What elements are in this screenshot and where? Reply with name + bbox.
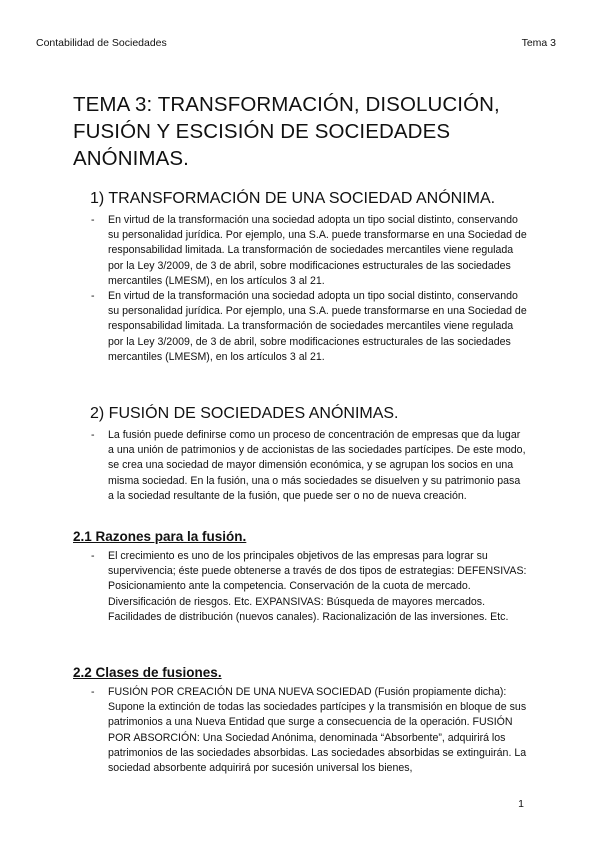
list-item: - La fusión puede definirse como un proceso de concentración de empresas que da lugar a una unión de patrimonios y de accionistas de las sociedades partícipes. De este modo, se crea una sociedad de mayor dimensión económica, y se agrupan los socios en una misma sociedad. En la fusión, una o más sociedades se disuelven y su patrimonio pasa a la sociedad resultante de la fusión, que puede ser o no de nueva creación. <box>108 428 528 504</box>
subsection-heading-razones: 2.1 Razones para la fusión. <box>73 529 247 544</box>
section-heading-transformacion: 1) TRANSFORMACIÓN DE UNA SOCIEDAD ANÓNIMA. <box>90 190 496 207</box>
page-title: TEMA 3: TRANSFORMACIÓN, DISOLUCIÓN, FUSIÓN Y ESCISIÓN DE SOCIEDADES ANÓNIMAS. <box>73 93 500 170</box>
header-course-title: Contabilidad de Sociedades <box>36 37 167 49</box>
section-transformacion-list <box>108 213 528 365</box>
subsection-clases-list <box>108 685 533 776</box>
page-number: 1 <box>518 798 524 810</box>
list-item: - En virtud de la transformación una sociedad adopta un tipo social distinto, conservando su personalidad jurídica. Por ejemplo, una S.A. puede transformarse en una Sociedad de responsabilidad limitada. La transformación de sociedades mercantiles viene regulada por la Ley 3/2009, de 3 de abril, sobre modificaciones estructurales de las sociedades mercantiles (LMESM), en los artículos 3 al 21. <box>108 289 528 365</box>
list-item: - En virtud de la transformación una sociedad adopta un tipo social distinto, conservando su personalidad jurídica. Por ejemplo, una S.A. puede transformarse en una Sociedad de responsabilidad limitada. La transformación de sociedades mercantiles viene regulada por la Ley 3/2009, de 3 de abril, sobre modificaciones estructurales de las sociedades mercantiles (LMESM), en los artículos 3 al 21. <box>108 213 528 289</box>
section-heading-fusion: 2) FUSIÓN DE SOCIEDADES ANÓNIMAS. <box>90 405 399 422</box>
list-item: - FUSIÓN POR CREACIÓN DE UNA NUEVA SOCIEDAD (Fusión propiamente dicha): Supone la extinción de todas las sociedades partícipes y la transmisión en bloque de sus patrimonios a una Nueva Entidad que surge a consecuencia de la operación. FUSIÓN POR ABSORCIÓN: Una Sociedad Anónima, denominada “Absorbente”, adquirirá los patrimonios de las sociedades absorbidas. Las sociedades absorbidas se extinguirán. La sociedad absorbente adquirirá por sucesión universal los bienes, <box>108 685 533 776</box>
subsection-heading-clases: 2.2 Clases de fusiones. <box>73 665 222 680</box>
list-item: - El crecimiento es uno de los principales objetivos de las empresas para lograr su supervivencia; éste puede obtenerse a través de dos tipos de estrategias: DEFENSIVAS: Posicionamiento ante la competencia. Conservación de la cuota de mercado. Diversificación de riesgos. Etc. EXPANSIVAS: Búsqueda de mayores mercados. Facilidades de distribución (nuevos canales). Racionalización de las inversiones. Etc. <box>108 549 528 625</box>
subsection-razones-list <box>108 549 528 625</box>
section-fusion-list <box>108 428 528 504</box>
header-topic: Tema 3 <box>521 37 556 49</box>
